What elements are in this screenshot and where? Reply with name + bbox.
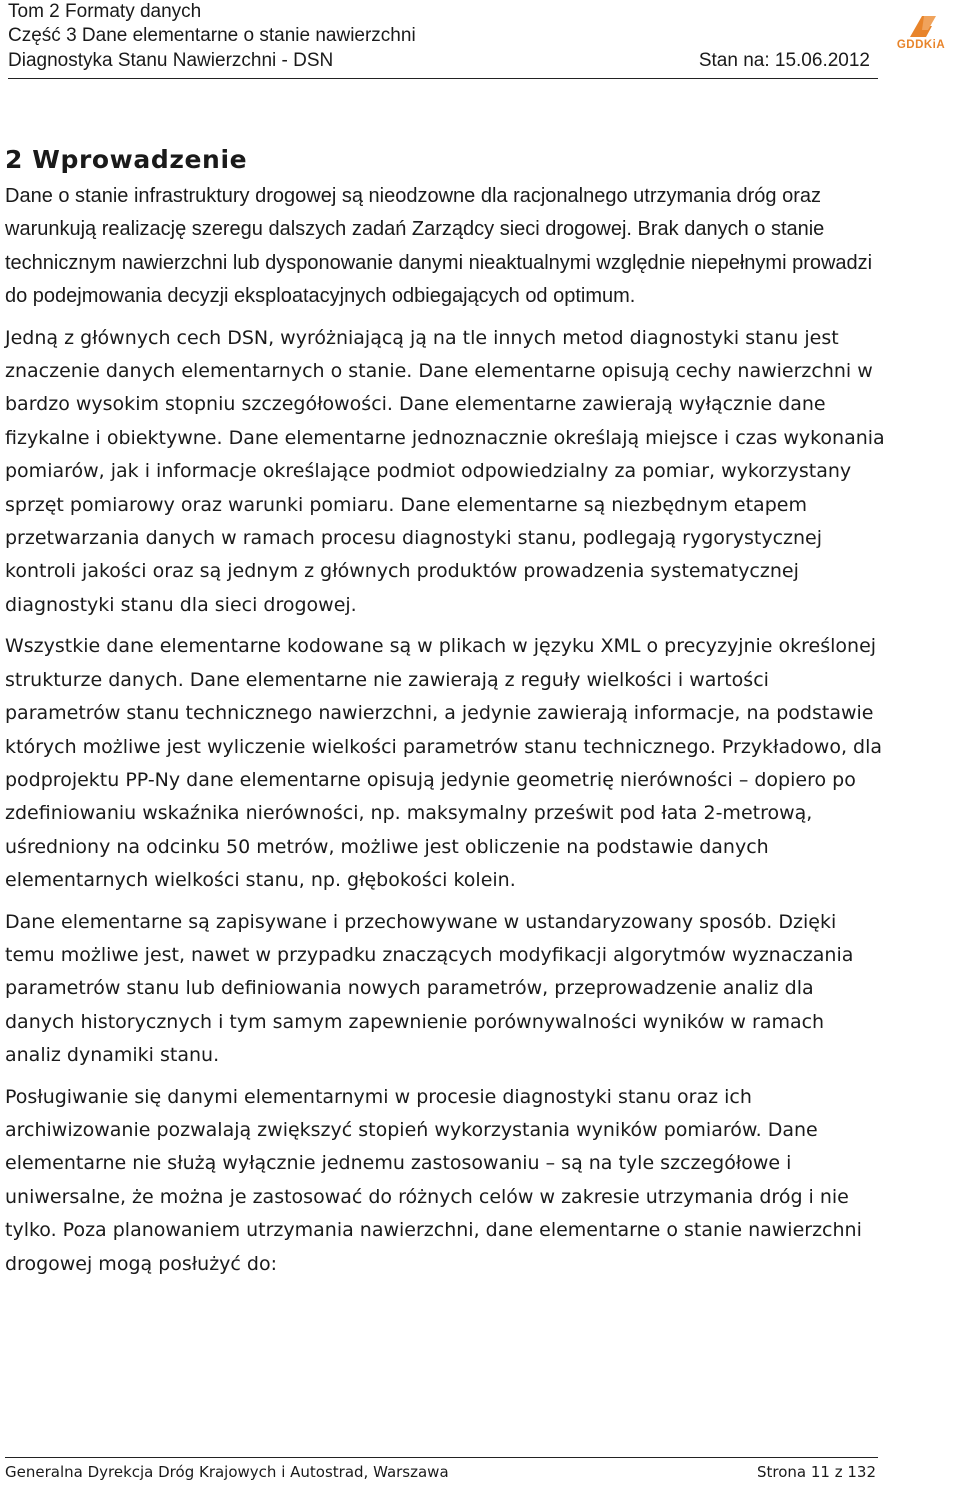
header-volume-title: Tom 2 Formaty danych <box>8 1 202 22</box>
gddkia-logo <box>888 12 954 62</box>
section-heading: 2 Wprowadzenie <box>5 145 248 174</box>
footer-page-number: Strona 11 z 132 <box>756 1463 876 1481</box>
paragraph: Posługiwanie się danymi elementarnymi w procesie diagnostyki stanu oraz ich archiwizowanie pozwalają zwiększyć stopień wykorzystania wyników pomiarów. Dane elementarne nie służą wyłącznie jednemu zastosowaniu – są na tyle szczegółowe i uniwersalne, że można je zastosować do różnych celów w zakresie utrzymania dróg i nie tylko. Poza planowaniem utrzymania nawierzchni, dane elementarne o stanie nawierzchni drogowej mogą posłużyć do: <box>5 1085 862 1275</box>
footer-organization: Generalna Dyrekcja Dróg Krajowych i Autostrad, Warszawa <box>5 1463 449 1481</box>
header-document-title: Diagnostyka Stanu Nawierzchni - DSN <box>8 50 334 71</box>
paragraph: Dane elementarne są zapisywane i przechowywane w ustandaryzowany sposób. Dzięki temu możliwe jest, nawet w przypadku znaczących modyfikacji algorytmów wyznaczania parametrów stanu lub definiowania nowych parametrów, przeprowadzenie analiz dla danych historycznych i tym samym zapewnienie porównywalności wyników w ramach analiz dynamiki stanu. <box>5 910 854 1067</box>
header-date: Stan na: 15.06.2012 <box>698 50 870 71</box>
main-content <box>5 140 885 1281</box>
paragraph: Wszystkie dane elementarne kodowane są w plikach w języku XML o precyzyjnie określonej strukturze danych. Dane elementarne nie zawierają z reguły wielkości i wartości parametrów stanu technicznego nawierzchni, a jedynie zawierają informacje, na podstawie których możliwe jest wyliczenie wielkości parametrów stanu technicznego. Przykładowo, dla podprojektu PP-Ny dane elementarne opisują jedynie geometrię nierówności – dopiero po zdefiniowaniu wskaźnika nierówności, np. maksymalny prześwit pod łata 2-metrową, uśredniony na odcinku 50 metrów, możliwe jest obliczenie na podstawie danych elementarnych wielkości stanu, np. głębokości kolein. <box>5 635 883 892</box>
gddkia-logo-icon <box>888 12 954 40</box>
page-footer <box>5 1457 878 1481</box>
paragraph: Jedną z głównych cech DSN, wyróżniającą ją na tle innych metod diagnostyki stanu jest znaczenie danych elementarnych o stanie. Dane elementarne opisują cechy nawierzchni w bardzo wysokim stopniu szczegółowości. Dane elementarne zawierają wyłącznie dane fizykalne i obiektywne. Dane elementarne jednoznacznie określają miejsce i czas wykonania pomiarów, jak i informacje określające podmiot odpowiedzialny za pomiar, wykorzystany sprzęt pomiarowy oraz warunki pomiaru. Dane elementarne są niezbędnym etapem przetwarzania danych w ramach procesu diagnostyki stanu, podlegają rygorystycznej kontroli jakości oraz są jednym z głównych produktów prowadzenia systematycznej diagnostyki stanu dla sieci drogowej. <box>5 326 885 616</box>
page-header <box>8 0 878 79</box>
paragraph-intro: Dane o stanie infrastruktury drogowej są nieodzowne dla racjonalnego utrzymania dróg oraz warunkują realizację szeregu dalszych zadań Zarządcy sieci drogowej. Brak danych o stanie technicznym nawierzchni lub dysponowanie danymi nieaktualnymi względnie niepełnymi prowadzi do podejmowania decyzji eksploatacyjnych odbiegających od optimum. <box>5 185 873 308</box>
header-part-title: Część 3 Dane elementarne o stanie nawierzchni <box>8 25 416 46</box>
logo-text: GDDKiA <box>896 39 946 51</box>
